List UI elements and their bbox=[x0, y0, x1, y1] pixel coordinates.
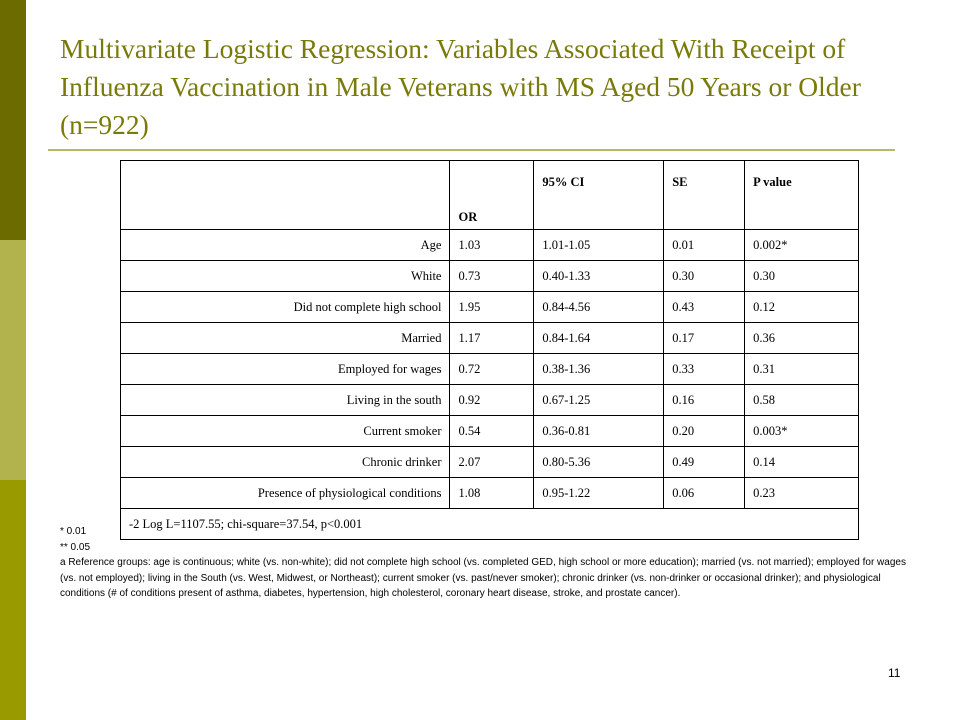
se-cell: 0.01 bbox=[664, 230, 745, 261]
table-row bbox=[121, 323, 859, 354]
ci-cell: 0.84-4.56 bbox=[534, 292, 664, 323]
table-row bbox=[121, 478, 859, 509]
p-value-cell: 0.36 bbox=[745, 323, 859, 354]
ci-cell: 0.67-1.25 bbox=[534, 385, 664, 416]
p-value-cell: 0.58 bbox=[745, 385, 859, 416]
table-notes bbox=[60, 524, 910, 602]
variable-cell: Current smoker bbox=[121, 416, 450, 447]
decorative-side-bar-middle bbox=[0, 240, 26, 480]
or-cell: 0.72 bbox=[450, 354, 534, 385]
variable-cell: Chronic drinker bbox=[121, 447, 450, 478]
or-cell: 0.73 bbox=[450, 261, 534, 292]
se-cell: 0.49 bbox=[664, 447, 745, 478]
p-value-cell: 0.30 bbox=[745, 261, 859, 292]
variable-cell: Did not complete high school bbox=[121, 292, 450, 323]
p-value-cell: 0.002* bbox=[745, 230, 859, 261]
p-value-cell: 0.12 bbox=[745, 292, 859, 323]
variable-cell: Employed for wages bbox=[121, 354, 450, 385]
ci-cell: 0.38-1.36 bbox=[534, 354, 664, 385]
regression-table bbox=[120, 160, 859, 540]
slide-title: Multivariate Logistic Regression: Variables Associated With Receipt of Influenza Vaccination in Male Veterans with MS Aged 50 Years or Older (n=922) bbox=[60, 33, 861, 140]
ci-cell: 1.01-1.05 bbox=[534, 230, 664, 261]
variable-cell: Age bbox=[121, 230, 450, 261]
table-header-row bbox=[121, 161, 859, 230]
decorative-side-bar-top bbox=[0, 0, 26, 240]
se-cell: 0.17 bbox=[664, 323, 745, 354]
se-cell: 0.16 bbox=[664, 385, 745, 416]
note-significance-005: ** 0.05 bbox=[60, 541, 91, 553]
or-cell: 1.03 bbox=[450, 230, 534, 261]
or-cell: 1.17 bbox=[450, 323, 534, 354]
se-cell: 0.30 bbox=[664, 261, 745, 292]
p-value-cell: 0.14 bbox=[745, 447, 859, 478]
table-row bbox=[121, 292, 859, 323]
header-ci: 95% CI bbox=[534, 161, 664, 230]
note-significance-001: * 0.01 bbox=[60, 526, 87, 537]
or-cell: 2.07 bbox=[450, 447, 534, 478]
note-reference-groups: a Reference groups: age is continuous; white (vs. non-white); did not complete high school (vs. completed GED, high school or more education); married (vs. not married); employed for wages (vs. not employed); living in the South (vs. West, Midwest, or Northeast); current smoker (vs. past/never smoker); chronic drinker (vs. non-drinker or occasional drinker); and physiological conditions (# of conditions present of asthma, diabetes, hypertension, high cholesterol, coronary heart disease, stroke, and prostate cancer). bbox=[60, 557, 906, 599]
header-or: OR bbox=[450, 161, 534, 230]
page-number: 11 bbox=[888, 666, 901, 680]
title-divider bbox=[48, 149, 895, 151]
model-fit-statistics: -2 Log L=1107.55; chi-square=37.54, p<0.001 bbox=[121, 509, 859, 540]
p-value-cell: 0.23 bbox=[745, 478, 859, 509]
table-row bbox=[121, 385, 859, 416]
variable-cell: Living in the south bbox=[121, 385, 450, 416]
or-cell: 1.95 bbox=[450, 292, 534, 323]
se-cell: 0.20 bbox=[664, 416, 745, 447]
ci-cell: 0.95-1.22 bbox=[534, 478, 664, 509]
ci-cell: 0.80-5.36 bbox=[534, 447, 664, 478]
p-value-cell: 0.003* bbox=[745, 416, 859, 447]
header-se: SE bbox=[664, 161, 745, 230]
table-row bbox=[121, 416, 859, 447]
header-p-value: P value bbox=[745, 161, 859, 230]
variable-cell: White bbox=[121, 261, 450, 292]
or-cell: 0.92 bbox=[450, 385, 534, 416]
decorative-side-bar-bottom bbox=[0, 480, 26, 720]
se-cell: 0.06 bbox=[664, 478, 745, 509]
se-cell: 0.33 bbox=[664, 354, 745, 385]
table-row bbox=[121, 230, 859, 261]
variable-cell: Presence of physiological conditions bbox=[121, 478, 450, 509]
ci-cell: 0.36-0.81 bbox=[534, 416, 664, 447]
ci-cell: 0.40-1.33 bbox=[534, 261, 664, 292]
table-row bbox=[121, 447, 859, 478]
variable-cell: Married bbox=[121, 323, 450, 354]
table-row bbox=[121, 354, 859, 385]
ci-cell: 0.84-1.64 bbox=[534, 323, 664, 354]
p-value-cell: 0.31 bbox=[745, 354, 859, 385]
or-cell: 0.54 bbox=[450, 416, 534, 447]
header-variable bbox=[121, 161, 450, 230]
se-cell: 0.43 bbox=[664, 292, 745, 323]
table-row bbox=[121, 261, 859, 292]
or-cell: 1.08 bbox=[450, 478, 534, 509]
